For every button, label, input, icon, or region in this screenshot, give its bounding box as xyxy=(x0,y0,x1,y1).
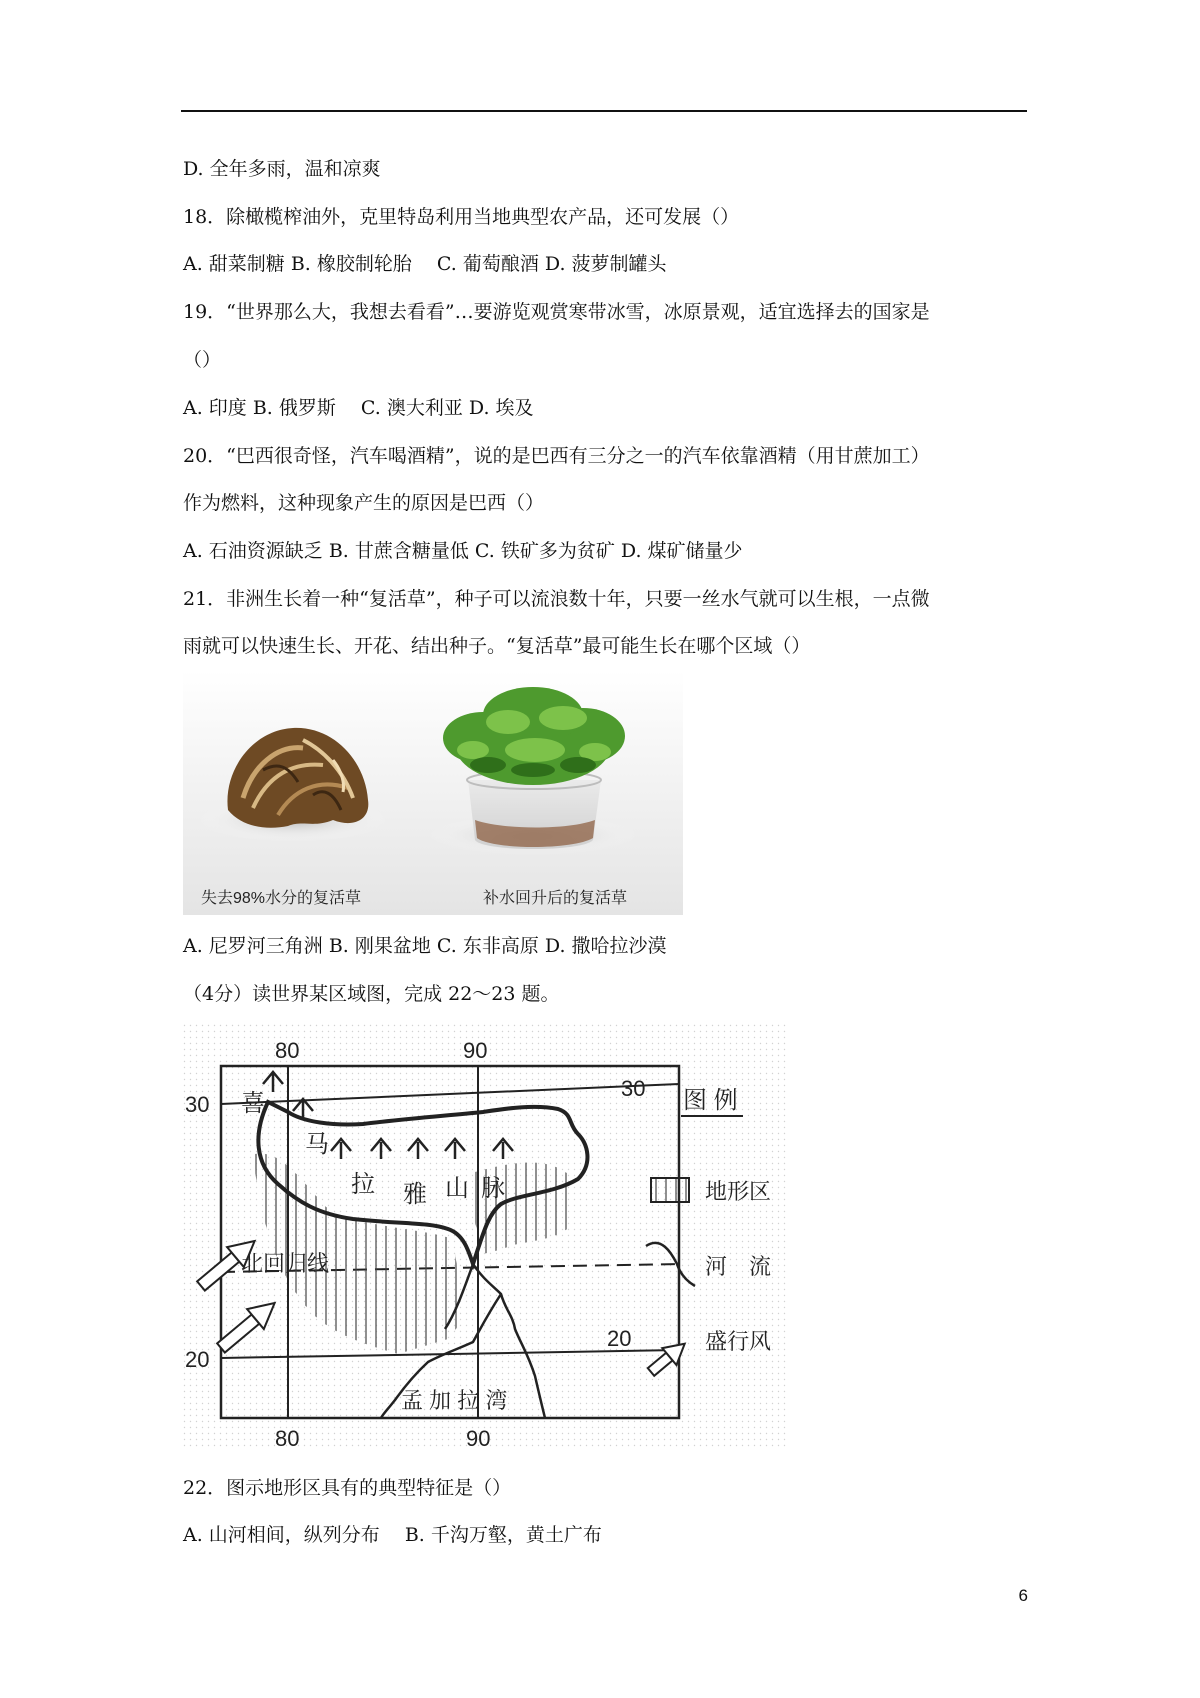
mountain-char-4: 雅 xyxy=(403,1181,427,1208)
question-19-line-1: 19．“世界那么大，我想去看看”…要游览观赏寒带冰雪，冰原景观，适宜选择去的国家是 xyxy=(183,301,930,323)
lon-label-bottom-80: 80 xyxy=(275,1426,300,1449)
question-20-line-2: 作为燃料，这种现象产生的原因是巴西（） xyxy=(183,492,545,514)
legend-title: 图 例 xyxy=(683,1087,738,1114)
region-map xyxy=(183,1024,788,1453)
bay-of-bengal-label: 孟 加 拉 湾 xyxy=(401,1388,508,1413)
question-19-line-2: （） xyxy=(183,349,222,371)
revived-plant-caption: 补水回升后的复活草 xyxy=(483,890,628,907)
options-22-ab: A. 山河相间，纵列分布 B. 千沟万壑，黄土广布 xyxy=(183,1524,602,1546)
map-instruction: （4分）读世界某区域图，完成 22～23 题。 xyxy=(183,983,560,1005)
question-18: 18．除橄榄榨油外，克里特岛利用当地典型农产品，还可发展（） xyxy=(183,206,740,228)
lat-label-left-20: 20 xyxy=(185,1347,210,1372)
option-line-17d: D. 全年多雨，温和凉爽 xyxy=(183,158,381,180)
mountain-char-5: 山 xyxy=(445,1175,469,1202)
question-21-line-1: 21．非洲生长着一种“复活草”，种子可以流浪数十年，只要一丝水气就可以生根，一点微 xyxy=(183,588,930,610)
mountain-char-6: 脉 xyxy=(481,1175,505,1202)
mountain-char-1: 喜 xyxy=(241,1090,265,1117)
lat-label-left-30: 30 xyxy=(185,1092,210,1117)
tropic-of-cancer-label: 北回归线 xyxy=(241,1251,330,1276)
question-22: 22．图示地形区具有的典型特征是（） xyxy=(183,1477,512,1499)
legend-river-label: 河 流 xyxy=(705,1254,772,1279)
options-18: A. 甜菜制糖 B. 橡胶制轮胎 C. 葡萄酿酒 D. 菠萝制罐头 xyxy=(183,253,667,275)
lat-label-right-20: 20 xyxy=(607,1326,632,1351)
question-20-line-1: 20．“巴西很奇怪，汽车喝酒精”，说的是巴西有三分之一的汽车依靠酒精（用甘蔗加工） xyxy=(183,445,930,467)
question-21-line-2: 雨就可以快速生长、开花、结出种子。“复活草”最可能生长在哪个区域（） xyxy=(183,635,811,657)
options-20: A. 石油资源缺乏 B. 甘蔗含糖量低 C. 铁矿多为贫矿 D. 煤矿储量少 xyxy=(183,540,743,562)
dried-plant-caption: 失去98%水分的复活草 xyxy=(201,890,362,907)
lon-label-top-80: 80 xyxy=(275,1038,300,1063)
legend-terrain-label: 地形区 xyxy=(705,1179,772,1204)
mountain-char-2: 马 xyxy=(305,1131,329,1158)
legend-wind-label: 盛行风 xyxy=(705,1329,772,1354)
options-21: A. 尼罗河三角洲 B. 刚果盆地 C. 东非高原 D. 撒哈拉沙漠 xyxy=(183,935,667,957)
mountain-char-3: 拉 xyxy=(351,1171,375,1198)
lon-label-top-90: 90 xyxy=(463,1038,488,1063)
lat-label-right-30: 30 xyxy=(621,1076,646,1101)
legend-terrain-swatch xyxy=(651,1178,689,1202)
header-rule xyxy=(181,110,1027,112)
page-number: 6 xyxy=(1018,1586,1028,1605)
lon-label-bottom-90: 90 xyxy=(466,1426,491,1449)
options-19: A. 印度 B. 俄罗斯 C. 澳大利亚 D. 埃及 xyxy=(183,397,534,419)
resurrection-plant-photo xyxy=(183,670,683,919)
